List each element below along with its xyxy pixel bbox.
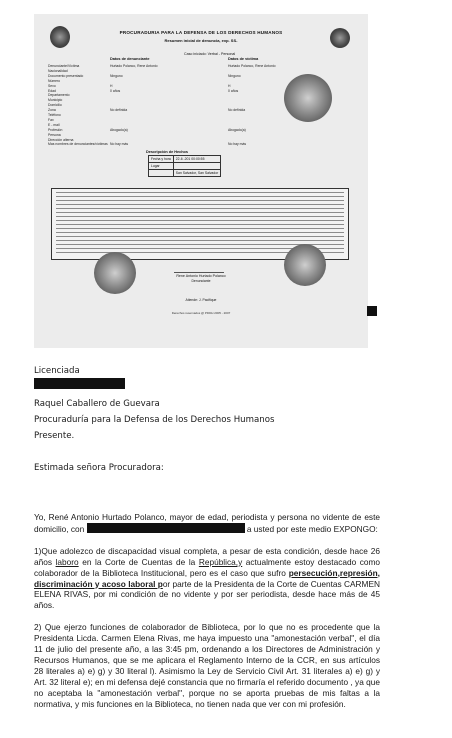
form-row-label: Número <box>48 78 61 83</box>
col-header-denunciante: Datos de denunciante <box>110 57 150 61</box>
signature-line <box>174 272 224 273</box>
presente: Presente. <box>34 431 75 441</box>
paragraph-1: 1)Que adolezco de discapacidad visual completa, a pesar de esta condición, desde hace 26 años laboro en la Corte de Cuentas de la República,y actualmente estoy destacado como colaborador de la Biblioteca Institucional, pero es el caso que sufro persecución,represión, discriminación y acoso laboral por parte de la Presidenta de la Corte de Cuentas CARMEN ELENA RIVAS, por mi condición de no vidente y por ser periodista, desde hace más de 45 años. <box>34 545 381 611</box>
form-row-label: Municipio <box>48 98 63 103</box>
redacted-id <box>87 523 245 533</box>
black-marker <box>367 306 377 316</box>
paragraph-2: 2) Que ejerzo funciones de colaborador de Biblioteca, por lo que no es procedente que la Presidenta Licda. Carmen Elena Rivas, me haya impuesto una "amonestación verbal", el día 11 de julio del presente año, a las 3:45 pm, ordenando a los Directores de Administración y Recursos Humanos, que se me aplicara el Reglamento Interno de la CCR, en sus artículos 28 literales a) e) g) y 30 literal l). Asimismo la Ley de Servicio Civil Art. 31 literales a) e) g) y Art. 32 literal e); en mi defensa dejé constancia que no firmaría el referido documento , ya que no aceptaba la "amonestación verbal", porque no se aporta pruebas de mis faltas a la normativa, y mis funciones en la Biblioteca, no tienen nada que ver con mi profesión. <box>34 622 380 709</box>
col-header-victima: Datos de víctima <box>228 57 259 61</box>
form-row-label: Mas nombres de denunciantes/víctimas <box>48 142 108 147</box>
redacted-name <box>34 378 125 389</box>
form-row-victima: 0 años <box>228 88 239 93</box>
paragraph-intro: Yo, René Antonio Hurtado Polanco, mayor de edad, periodista y persona no vidente de este domicilio, con a usted por este medio EXPONGO: <box>34 512 380 534</box>
form-row-victima: Hurtado Polanco, Rene Antonio <box>228 64 276 68</box>
letter-body <box>34 512 380 710</box>
hechos-cell <box>173 163 220 170</box>
hechos-cell <box>149 170 174 177</box>
form-footer: Derechos reservados @ PDDH 2005 - 2007 <box>171 311 231 315</box>
hechos-cell: Fecha y hora <box>149 156 174 163</box>
form-subtitle: Resumen inicial de denuncia, exp. SS- <box>164 38 238 43</box>
hechos-cell: San Salvador, San Salvador <box>173 170 220 177</box>
form-case-type: Caso iniciado: Verbal - Personal <box>184 52 236 56</box>
form-row-denunciante: Ninguno <box>110 73 123 78</box>
form-row-label: Dirección alterna <box>48 137 74 142</box>
official-stamp-icon <box>284 74 332 122</box>
form-row-victima: H <box>228 83 231 88</box>
form-row-label: Fax <box>48 117 54 122</box>
form-row-label: E - mail <box>48 122 60 127</box>
salutation: Licenciada <box>34 366 80 376</box>
recipient-institution: Procuraduría para la Defensa de los Derechos Humanos <box>34 415 275 425</box>
form-row-label: Domicilio <box>48 103 62 108</box>
form-row-denunciante: H <box>110 83 113 88</box>
official-stamp-icon <box>94 252 136 294</box>
form-row-label: Denunciante/Víctima <box>48 64 80 68</box>
greeting: Estimada señora Procuradora: <box>34 463 164 473</box>
form-row-denunciante: No definida <box>110 108 128 113</box>
form-row-label: Zona <box>48 108 56 113</box>
form-row-denunciante: Abogado(a) <box>110 127 128 132</box>
form-row-denunciante: 0 años <box>110 88 121 93</box>
form-row-victima: Abogado(a) <box>228 127 246 132</box>
hechos-title: Descripción de Hechos <box>146 150 188 154</box>
signatory-name: Rene Antonio Hurtado Polanco <box>176 274 226 278</box>
form-row-denunciante: No hay más <box>110 142 129 147</box>
form-row-label: Teléfono <box>48 113 61 117</box>
hechos-table <box>148 155 221 177</box>
form-row-denunciante: Hurtado Polanco, Rene Antonio <box>110 64 158 68</box>
form-row-victima: No definida <box>228 108 246 113</box>
signatory-role: Denunciante <box>191 279 211 283</box>
hechos-cell: 22-6 -201 00:00:55 <box>173 156 220 163</box>
form-row-label: Documento presentado <box>48 73 84 78</box>
scanned-complaint-form <box>34 14 368 348</box>
hechos-cell: Lugar <box>149 163 174 170</box>
form-row-victima: Ninguno <box>228 73 241 78</box>
form-row-label: Sexo <box>48 83 56 88</box>
form-row-label: Persona <box>48 132 61 137</box>
form-row-label: Edad <box>48 88 56 93</box>
form-row-label: Departamento <box>48 93 70 98</box>
attended-by: Atiende: J. Pacifique <box>185 298 217 302</box>
recipient-name: Raquel Caballero de Guevara <box>34 399 160 409</box>
form-title: PROCURADURIA PARA LA DEFENSA DE LOS DERECHOS HUMANOS <box>119 30 283 35</box>
form-row-label: Nacionalidad <box>48 68 68 73</box>
form-row-label: Profesión <box>48 127 63 132</box>
form-row-victima: No hay más <box>228 142 247 147</box>
